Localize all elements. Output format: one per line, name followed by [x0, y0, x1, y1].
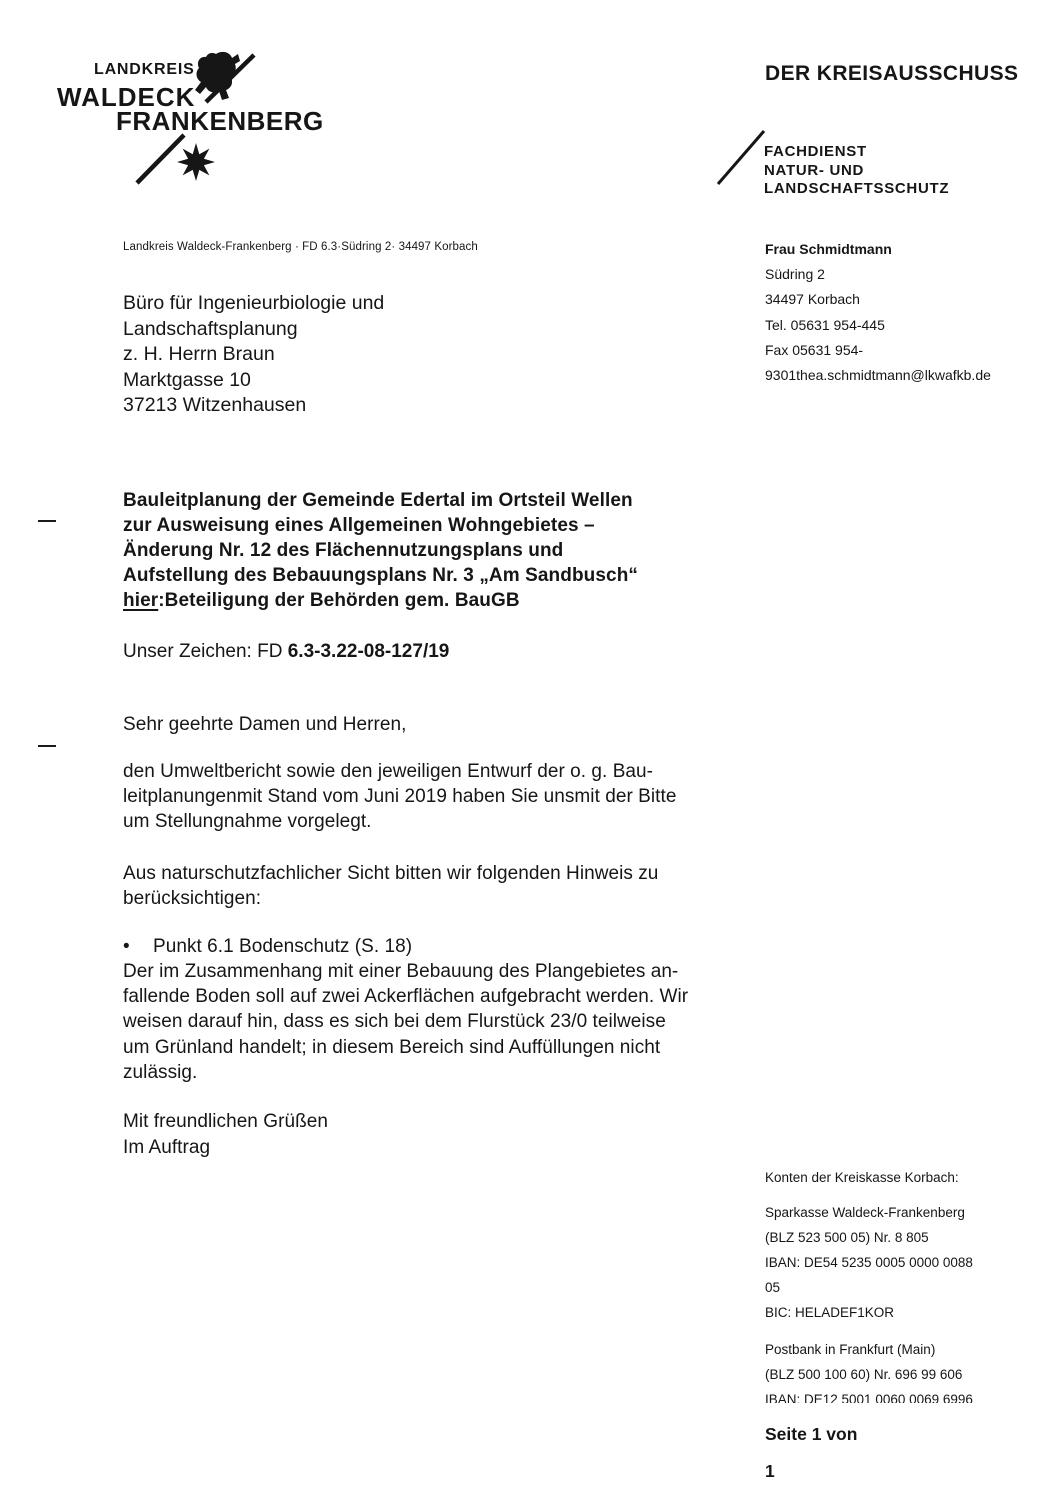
recipient-line: z. H. Herrn Braun: [123, 343, 275, 365]
bank-line: Postbank in Frankfurt (Main): [765, 1342, 936, 1357]
body-line: den Umweltbericht sowie den jeweiligen Entwurf der o. g. Bau-: [123, 761, 654, 782]
department-line: FACHDIENST: [764, 143, 867, 160]
recipient-line: Büro für Ingenieurbiologie und: [123, 292, 385, 314]
contact-line: 34497 Korbach: [765, 291, 860, 308]
bank-line: BIC: HELADEF1KOR: [765, 1305, 895, 1320]
body-line: Der im Zusammenhang mit einer Bebauung des Plangebietes an-: [123, 961, 679, 982]
page-indicator-label: Seite 1 von: [765, 1424, 858, 1444]
authority-title: DER KREISAUSSCHUSS: [765, 62, 1019, 85]
recipient-line: Landschaftsplanung: [123, 317, 298, 340]
body-line: leitplanungenmit Stand vom Juni 2019 haben Sie unsmit der Bitte: [123, 786, 677, 808]
bank-1: [765, 1200, 1035, 1325]
subject-line: Änderung Nr. 12 des Flächennutzungsplans und: [123, 540, 564, 561]
reference-value: 6.3-3.22-08-127/19: [287, 641, 450, 662]
page-indicator-number: 1: [765, 1461, 775, 1481]
reference-label: Unser Zeichen: FD: [123, 641, 288, 662]
star-slash-icon: [123, 130, 218, 200]
subject-block: [123, 488, 638, 613]
fold-mark: [38, 520, 56, 522]
department-line: NATUR- UND: [764, 161, 865, 179]
closing-block: [123, 1109, 328, 1161]
body-line: berücksichtigen:: [123, 888, 262, 910]
contact-line: Fax 05631 954-: [765, 341, 864, 358]
closing-line: Mit freundlichen Grüßen: [123, 1111, 328, 1132]
bullet-icon: •: [123, 936, 130, 957]
paragraph-2: [123, 861, 658, 911]
subject-line: Bauleitplanung der Gemeinde Edertal im Ortsteil Wellen: [123, 490, 633, 511]
paragraph-1: [123, 759, 676, 835]
reference-line: [123, 639, 449, 664]
recipient-line: Marktgasse 10: [123, 368, 251, 391]
body-line: um Grünland handelt; in diesem Bereich sind Auffüllungen nicht: [123, 1036, 661, 1058]
contact-line: Tel. 05631 954-445: [765, 316, 885, 333]
logo-waldeck-text: WALDECK: [57, 82, 196, 112]
body-line: weisen darauf hin, dass es sich bei dem Flurstück 23/0 teilweise: [123, 1011, 666, 1033]
department-name: [764, 143, 949, 199]
bullet-text: Punkt 6.1 Bodenschutz (S. 18): [153, 936, 413, 957]
bank-line: IBAN: DE12 5001 0060 0069 6996: [765, 1392, 973, 1403]
contact-name: Frau Schmidtmann: [765, 241, 892, 257]
bank-accounts-block: [765, 1165, 1035, 1403]
bullet-item: [123, 934, 412, 959]
logo-landkreis-text: LANDKREIS: [94, 61, 195, 78]
paragraph-3: [123, 959, 688, 1085]
department-slash-icon: [712, 128, 768, 188]
heraldic-lion-icon: [186, 50, 258, 106]
bank-line: 05: [765, 1280, 781, 1295]
subject-hier-line: [123, 588, 638, 613]
body-line: fallende Boden soll auf zwei Ackerflächen aufgebracht werden. Wir: [123, 986, 689, 1008]
bank-line: (BLZ 500 100 60) Nr. 696 99 606: [765, 1367, 963, 1382]
bank-line: (BLZ 523 500 05) Nr. 8 805: [765, 1230, 929, 1245]
recipient-address: [123, 291, 384, 419]
body-line: zulässig.: [123, 1061, 198, 1083]
subject-line: Aufstellung des Bebauungsplans Nr. 3 „Am Sandbusch“: [123, 565, 639, 586]
bank-line: IBAN: DE54 5235 0005 0000 0088: [765, 1255, 973, 1270]
body-line: Aus naturschutzfachlicher Sicht bitten wir folgenden Hinweis zu: [123, 863, 659, 884]
recipient-line: 37213 Witzenhausen: [123, 394, 307, 416]
logo-frankenberg-text: FRANKENBERG: [116, 106, 324, 136]
salutation: Sehr geehrte Damen und Herren,: [123, 714, 407, 735]
accounts-title: Konten der Kreiskasse Korbach:: [765, 1170, 959, 1185]
fold-mark: [38, 745, 56, 747]
subject-line: zur Ausweisung eines Allgemeinen Wohngebietes –: [123, 515, 595, 536]
department-line: LANDSCHAFTSSCHUTZ: [764, 180, 950, 197]
bank-line: Sparkasse Waldeck-Frankenberg: [765, 1205, 965, 1220]
contact-line: Südring 2: [765, 266, 825, 283]
hier-rest: :Beteiligung der Behörden gem. BauGB: [158, 590, 520, 611]
contact-block: [765, 237, 991, 388]
sender-return-address: Landkreis Waldeck-Frankenberg · FD 6.3·Südring 2· 34497 Korbach: [123, 241, 478, 253]
bank-2: [765, 1337, 1035, 1403]
body-line: um Stellungnahme vorgelegt.: [123, 811, 372, 833]
contact-email: 9301thea.schmidtmann@lkwafkb.de: [765, 367, 991, 384]
hier-underlined: hier: [123, 590, 159, 611]
closing-line: Im Auftrag: [123, 1137, 211, 1159]
